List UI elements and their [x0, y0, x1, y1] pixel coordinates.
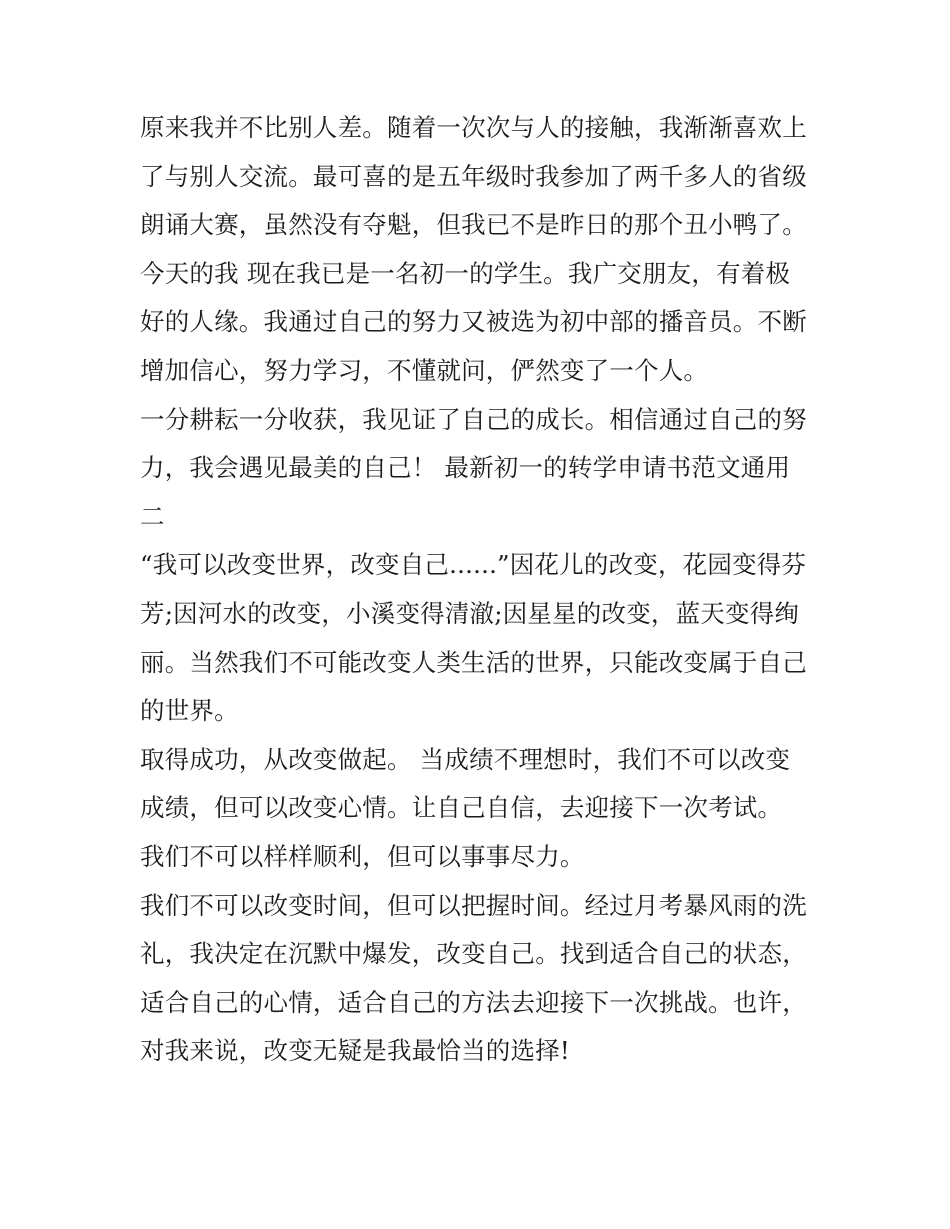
- text-line: 今天的我 现在我已是一名初一的学生。我广交朋友，有着极: [140, 258, 791, 288]
- text-line: 力，我会遇见最美的自己！ 最新初一的转学申请书范文通用: [140, 453, 791, 483]
- text-line: 原来我并不比别人差。随着一次次与人的接触，我渐渐喜欢上: [140, 113, 807, 142]
- text-line: 我们不可以改变时间，但可以把握时间。经过月考暴风雨的洗: [140, 890, 807, 920]
- text-line: 好的人缘。我通过自己的努力又被选为初中部的播音员。不断: [140, 307, 807, 337]
- text-line: 适合自己的心情，适合自己的方法去迎接下一次挑战。也许，: [140, 987, 807, 1017]
- text-line: 礼，我决定在沉默中爆发，改变自己。找到适合自己的状态，: [140, 939, 807, 969]
- document-body: [140, 104, 830, 1076]
- text-line: 一分耕耘一分收获，我见证了自己的成长。相信通过自己的努: [140, 404, 807, 434]
- text-line: 了与别人交流。最可喜的是五年级时我参加了两千多人的省级: [140, 161, 807, 191]
- text-line: 朗诵大赛，虽然没有夺魁，但我已不是昨日的那个丑小鸭了。: [140, 210, 807, 240]
- text-line: 成绩，但可以改变心情。让自己自信，去迎接下一次考试。: [140, 793, 783, 823]
- text-line: 的世界。: [140, 696, 239, 726]
- text-line: “我可以改变世界，改变自己......”因花儿的改变，花园变得芬: [140, 550, 807, 580]
- text-line: 增加信心，努力学习，不懂就问，俨然变了一个人。: [140, 355, 709, 385]
- text-line: 二: [140, 501, 165, 531]
- text-line: 对我来说，改变无疑是我最恰当的选择!: [140, 1036, 570, 1066]
- text-line: 我们不可以样样顺利，但可以事事尽力。: [140, 841, 585, 871]
- text-line: 芳;因河水的改变，小溪变得清澈;因星星的改变，蓝天变得绚: [140, 598, 800, 628]
- text-line: 取得成功，从改变做起。 当成绩不理想时，我们不可以改变: [140, 744, 791, 774]
- text-line: 丽。当然我们不可能改变人类生活的世界，只能改变属于自己: [140, 647, 807, 677]
